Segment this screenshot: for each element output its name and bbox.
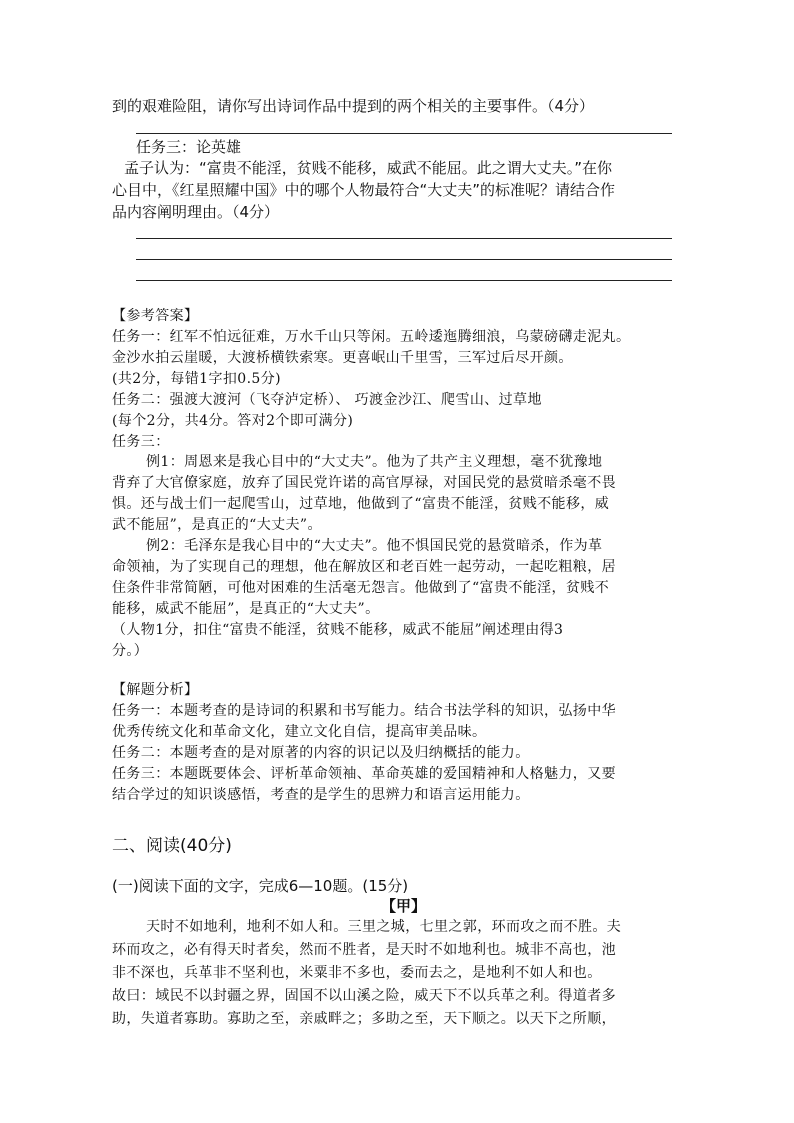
passage-line: 非不深也，兵革非不坚利也，米粟非不多也，委而去之，是地利不如人和也。 — [112, 965, 602, 981]
example2-line: 命领袖，为了实现自己的理想，他在解放区和老百姓一起劳动，一起吃粗粮，居 — [112, 559, 616, 575]
task3-text-line: 孟子认为：“富贵不能淫，贫贱不能移，威武不能屈。此之谓大丈夫。”在你 — [124, 159, 613, 177]
task3-text-line: 心目中，《红星照耀中国》中的哪个人物最符合“大丈夫”的标准呢？请结合作 — [112, 181, 616, 199]
example1-line: 惧。还与战士们一起爬雪山，过草地，他做到了“富贵不能淫，贫贱不能移，威 — [112, 496, 610, 512]
passage-line: 故曰：域民不以封疆之界，固国不以山溪之险，威天下不以兵革之利。得道者多 — [112, 988, 616, 1004]
analysis-line: 优秀传统文化和革命文化，建立文化自信，提高审美品味。 — [112, 724, 487, 740]
task3-title: 任务三：论英雄 — [136, 138, 242, 156]
answer-line — [136, 133, 672, 134]
example2-line: 住条件非常简陋，可他对困难的生活毫无怨言。他做到了“富贵不能淫，贫贱不 — [112, 580, 610, 596]
passage-line: 环而攻之，必有得天时者矣，然而不胜者，是天时不如地利也。城非不高也，池 — [112, 942, 616, 958]
analysis-line: 任务一：本题考查的是诗词的积累和书写能力。结合书法学科的知识，弘扬中华 — [112, 703, 616, 719]
passage-line: 助，失道者寡助。寡助之至，亲戚畔之；多助之至，天下顺之。以天下之所顺， — [112, 1011, 616, 1027]
task2-question-tail: 到的艰难险阻，请你写出诗词作品中提到的两个相关的主要事件。（4分） — [112, 97, 595, 115]
section-title: 二、阅读(40分) — [112, 836, 232, 856]
reading-subsection-title: (一)阅读下面的文字，完成6—10题。(15分) — [112, 877, 409, 895]
task3-text-line: 品内容阐明理由。（4分） — [112, 203, 280, 221]
answer-line-text: (每个2分，共4分。答对2个即可满分) — [112, 413, 354, 429]
answer-line-text: (共2分，每错1字扣0.5分) — [112, 371, 282, 387]
answer-line-text: 任务一：红军不怕远征难，万水千山只等闲。五岭逶迤腾细浪，乌蒙磅礴走泥丸。 — [112, 329, 631, 345]
passage-line: 天时不如地利，地利不如人和。三里之城，七里之郭，环而攻之而不胜。夫 — [146, 919, 622, 935]
scoring-line: 分。） — [112, 643, 149, 659]
answer-line — [136, 280, 672, 281]
answer-line — [136, 238, 672, 239]
analysis-header: 【解题分析】 — [112, 682, 199, 698]
example1-line: 武不能屈”，是真正的“大丈夫”。 — [112, 517, 322, 533]
answer-line-text: 任务二：强渡大渡河（飞夺泸定桥）、 巧渡金沙江、爬雪山、过草地 — [112, 392, 542, 408]
answer-line-text: 任务三： — [112, 434, 170, 450]
answer-header: 【参考答案】 — [112, 308, 199, 324]
example2-line: 例2：毛泽东是我心目中的“大丈夫”。他不惧国民党的悬赏暗杀，作为革 — [146, 538, 603, 554]
answer-line — [136, 259, 672, 260]
analysis-line: 任务二：本题考查的是对原著的内容的识记以及归纳概括的能力。 — [112, 745, 530, 761]
analysis-line: 结合学过的知识谈感悟，考查的是学生的思辨力和语言运用能力。 — [112, 787, 530, 803]
passage-jia-label: 【甲】 — [381, 897, 427, 915]
scoring-line: （人物1分，扣住“富贵不能淫，贫贱不能移，威武不能屈”阐述理由得3 — [112, 622, 564, 638]
example1-line: 背弃了大官僚家庭，放弃了国民党许诺的高官厚禄，对国民党的悬赏暗杀毫不畏 — [112, 475, 616, 491]
example2-line: 能移，威武不能屈”，是真正的“大丈夫”。 — [112, 601, 380, 617]
example1-line: 例1：周恩来是我心目中的“大丈夫”。他为了共产主义理想，毫不犹豫地 — [146, 454, 603, 470]
answer-line-text: 金沙水拍云崖暖，大渡桥横铁索寒。更喜岷山千里雪，三军过后尽开颜。 — [112, 350, 573, 366]
analysis-line: 任务三：本题既要体会、评析革命领袖、革命英雄的爱国精神和人格魅力，又要 — [112, 766, 616, 782]
